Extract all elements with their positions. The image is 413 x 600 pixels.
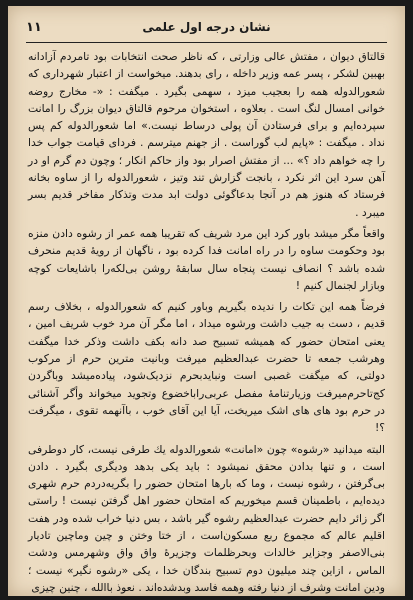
paragraph: واقعاً مگر میشد باور کرد این مرد شریف که تقریبا همه عمر از رشوه دادن منزه بود وحکومت ساوه را در راه امانت فدا کرده بود ، ناگهان از رویهٔ قدیم منحرف شده باشد ؟ انصاف نیست پنجاه سال سابقهٔ روشن بی‌لکه‌را باشایعات کوچه وبازار لجنمال کنیم ! [28,226,385,292]
paragraph: فرضاً همه این تکات را ندیده بگیریم وباور کنیم که شعورالدوله ، بخلاف رسم قدیم ، دست به جیب داشت ورشوه میداد ، اما مگر آن مرد خوب شریف امین ، یعنی امتحان حضور که همیشه تسبیح صد دانه بکف داشت وذکر خدا میگفت وهرشب جمعه تا حضرت عبدالعظیم میرفت وبانیت مترین حرم از مرکوب دولتی، که میگفت غصبی است ونبایدبحرم نزدیک‌شود، پیاده‌میشد وباگردن کج‌تاحرم‌میرفت وزیارتنامهٔ مفصل عربی‌راباخضوع وتجوید میخواند وأگر آشنائی در حرم بود های های اشک میریخت، آیا این آقای خوب ، باآنهمه تقوی ، میگرفت ؟! [28,300,385,435]
page-header [26,20,387,42]
running-title: نشان درجه اول علمی [142,20,271,34]
paragraph: قالتاق دیوان ، مفتش عالی وزارتی ، که ناظر صحت انتخابات بود تامردم آزادانه بهبین لشکر ، پسر عمه وزیر داخله ، رای بدهند. میخواست از اعتبار شهرداری که شعورالدوله همه را بعجیب میزد ، سهمی بگیرد . میگفت : «- مخارج روضه خوانی امسال لنگ است . بعلاوه ، استخوان مرحوم قالتاق دیوان بزرگ را امانت سپرده‌ایم و برای فرستادن آن پولی درساط نیست.» اما شعورالدوله کم پس نداد . میگفت : «پایم لب گوراست . از جهنم میترسم . فردای قیامت جواب خدا را چه خواهم داد ؟» ... از مفتش اصرار بود واز حاکم انکار ؛ وچون دم گرم او در آهن سرد این اثر نکرد ، بانجت گزارش تند وتیز ، شعورالدوله را از ساوه بخانه فرستاد که هنوز هم در آنجا بدعاگوئی دولت ابد مدت وتذکار مفاخر قدیم بسر میبرد . [28,50,385,219]
paragraph: البته میدانید «رشوه» چون «امانت» شعورالدوله یك طرفی نیست، کار دوطرفی است ، و تنها بدادن محقق نمیشود : باید یکی بدهد ودیگری بگیرد . دادن بی‌گرفتن ، رشوه نیست ، وما که بارها امتحان حضور را بگریه‌دردم حرم شهری دیده‌ایم ، باطمینان قسم میخوریم که امتحان حضور اهل گرفتن نیست ! راستی اگر زائر دایم حضرت عبدالعظیم رشوه گیر باشد ، بس دنیا خراب شده ودر هفت اقلیم عالم که مجموع ربع مسکون‌است ، از ختا وختن و چین وماچین تادیار بنی‌الاصفر وجزایر خالدات وبحرظلمات وجزیرهٔ واق واق وشهرمس ودشت الماس ، ازاین چند میلیون دوم تسبیح بندگان خدا ، یکی «رشوه نگیر» نیست ؛ ودین امانت وشرف از دنیا رفته وهمه فاسد وبدشده‌اند . نعوذ باالله ، چنین چیزی [28,442,385,594]
header-rule [26,42,387,43]
book-page [8,6,405,596]
page-number: ۱۱ [26,20,42,35]
body-text [28,48,385,594]
